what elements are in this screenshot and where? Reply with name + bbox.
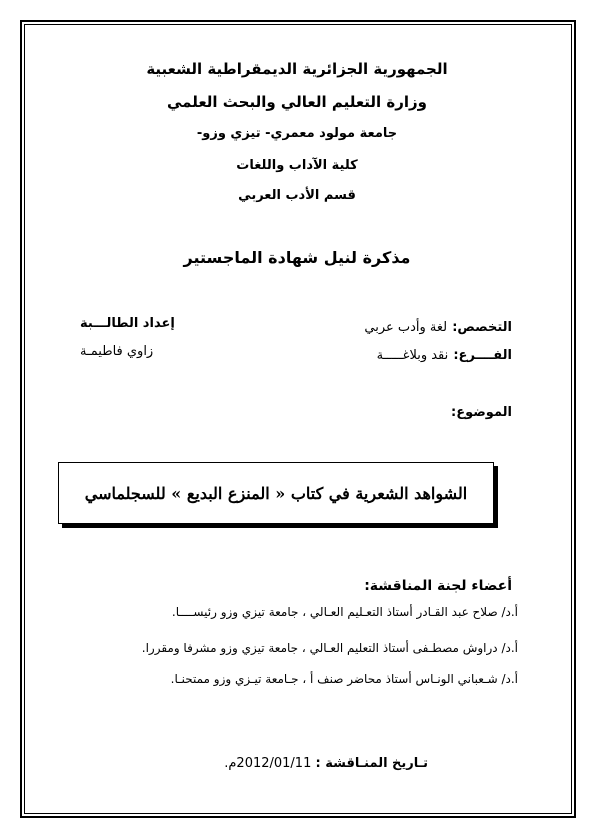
- specialty-row: [364, 316, 512, 335]
- committee-member: أ.د/ دراوش مصطـفى أستاذ التعليم العـالي ، جامعة تيزي وزو مشرفا ومقررا.: [141, 641, 518, 655]
- committee-member: أ.د/ صلاح عبد القـادر أستاذ التعـليم العـالي ، جامعة تيزي وزو رئيســــا.: [171, 605, 518, 619]
- discussion-date-label: تـاريخ المنـاقشة :: [315, 756, 428, 771]
- committee-title: أعضاء لجنة المناقشة:: [364, 578, 512, 594]
- university-line: جامعة مولود معمري- تيزي وزو-: [196, 126, 398, 141]
- republic-line: الجمهورية الجزائرية الديمقراطية الشعبية: [146, 60, 448, 78]
- student-name: زاوي فاطيمـة: [80, 344, 154, 359]
- faculty-line: كلية الآداب واللغات: [236, 158, 358, 173]
- committee-member: أ.د/ شـعباني الونـاس أستاذ محاضر صنف أ ، جـامعة تيـزي وزو ممتحنـا.: [170, 672, 518, 686]
- department-line: قسم الأدب العربي: [238, 188, 356, 203]
- branch-label: الفــــرع:: [453, 348, 512, 363]
- specialty-value: لغة وأدب عربي: [364, 320, 448, 335]
- thesis-title: مذكرة لنيل شهادة الماجستير: [183, 248, 411, 267]
- specialty-label: التخصص:: [452, 320, 512, 335]
- branch-row: [377, 344, 512, 363]
- subject-label: الموضوع:: [451, 405, 512, 420]
- ministry-line: وزارة التعليم العالي والبحث العلمي: [166, 93, 428, 111]
- discussion-date-row: [224, 756, 428, 771]
- subject-text: الشواهد الشعرية في كتاب « المنزع البديع » للسجلماسي: [84, 483, 468, 503]
- prepared-by-label: إعداد الطالـــبة: [80, 316, 175, 331]
- discussion-date-value: 2012/01/11م.: [224, 756, 312, 771]
- branch-value: نقد وبلاغـــــة: [376, 348, 449, 363]
